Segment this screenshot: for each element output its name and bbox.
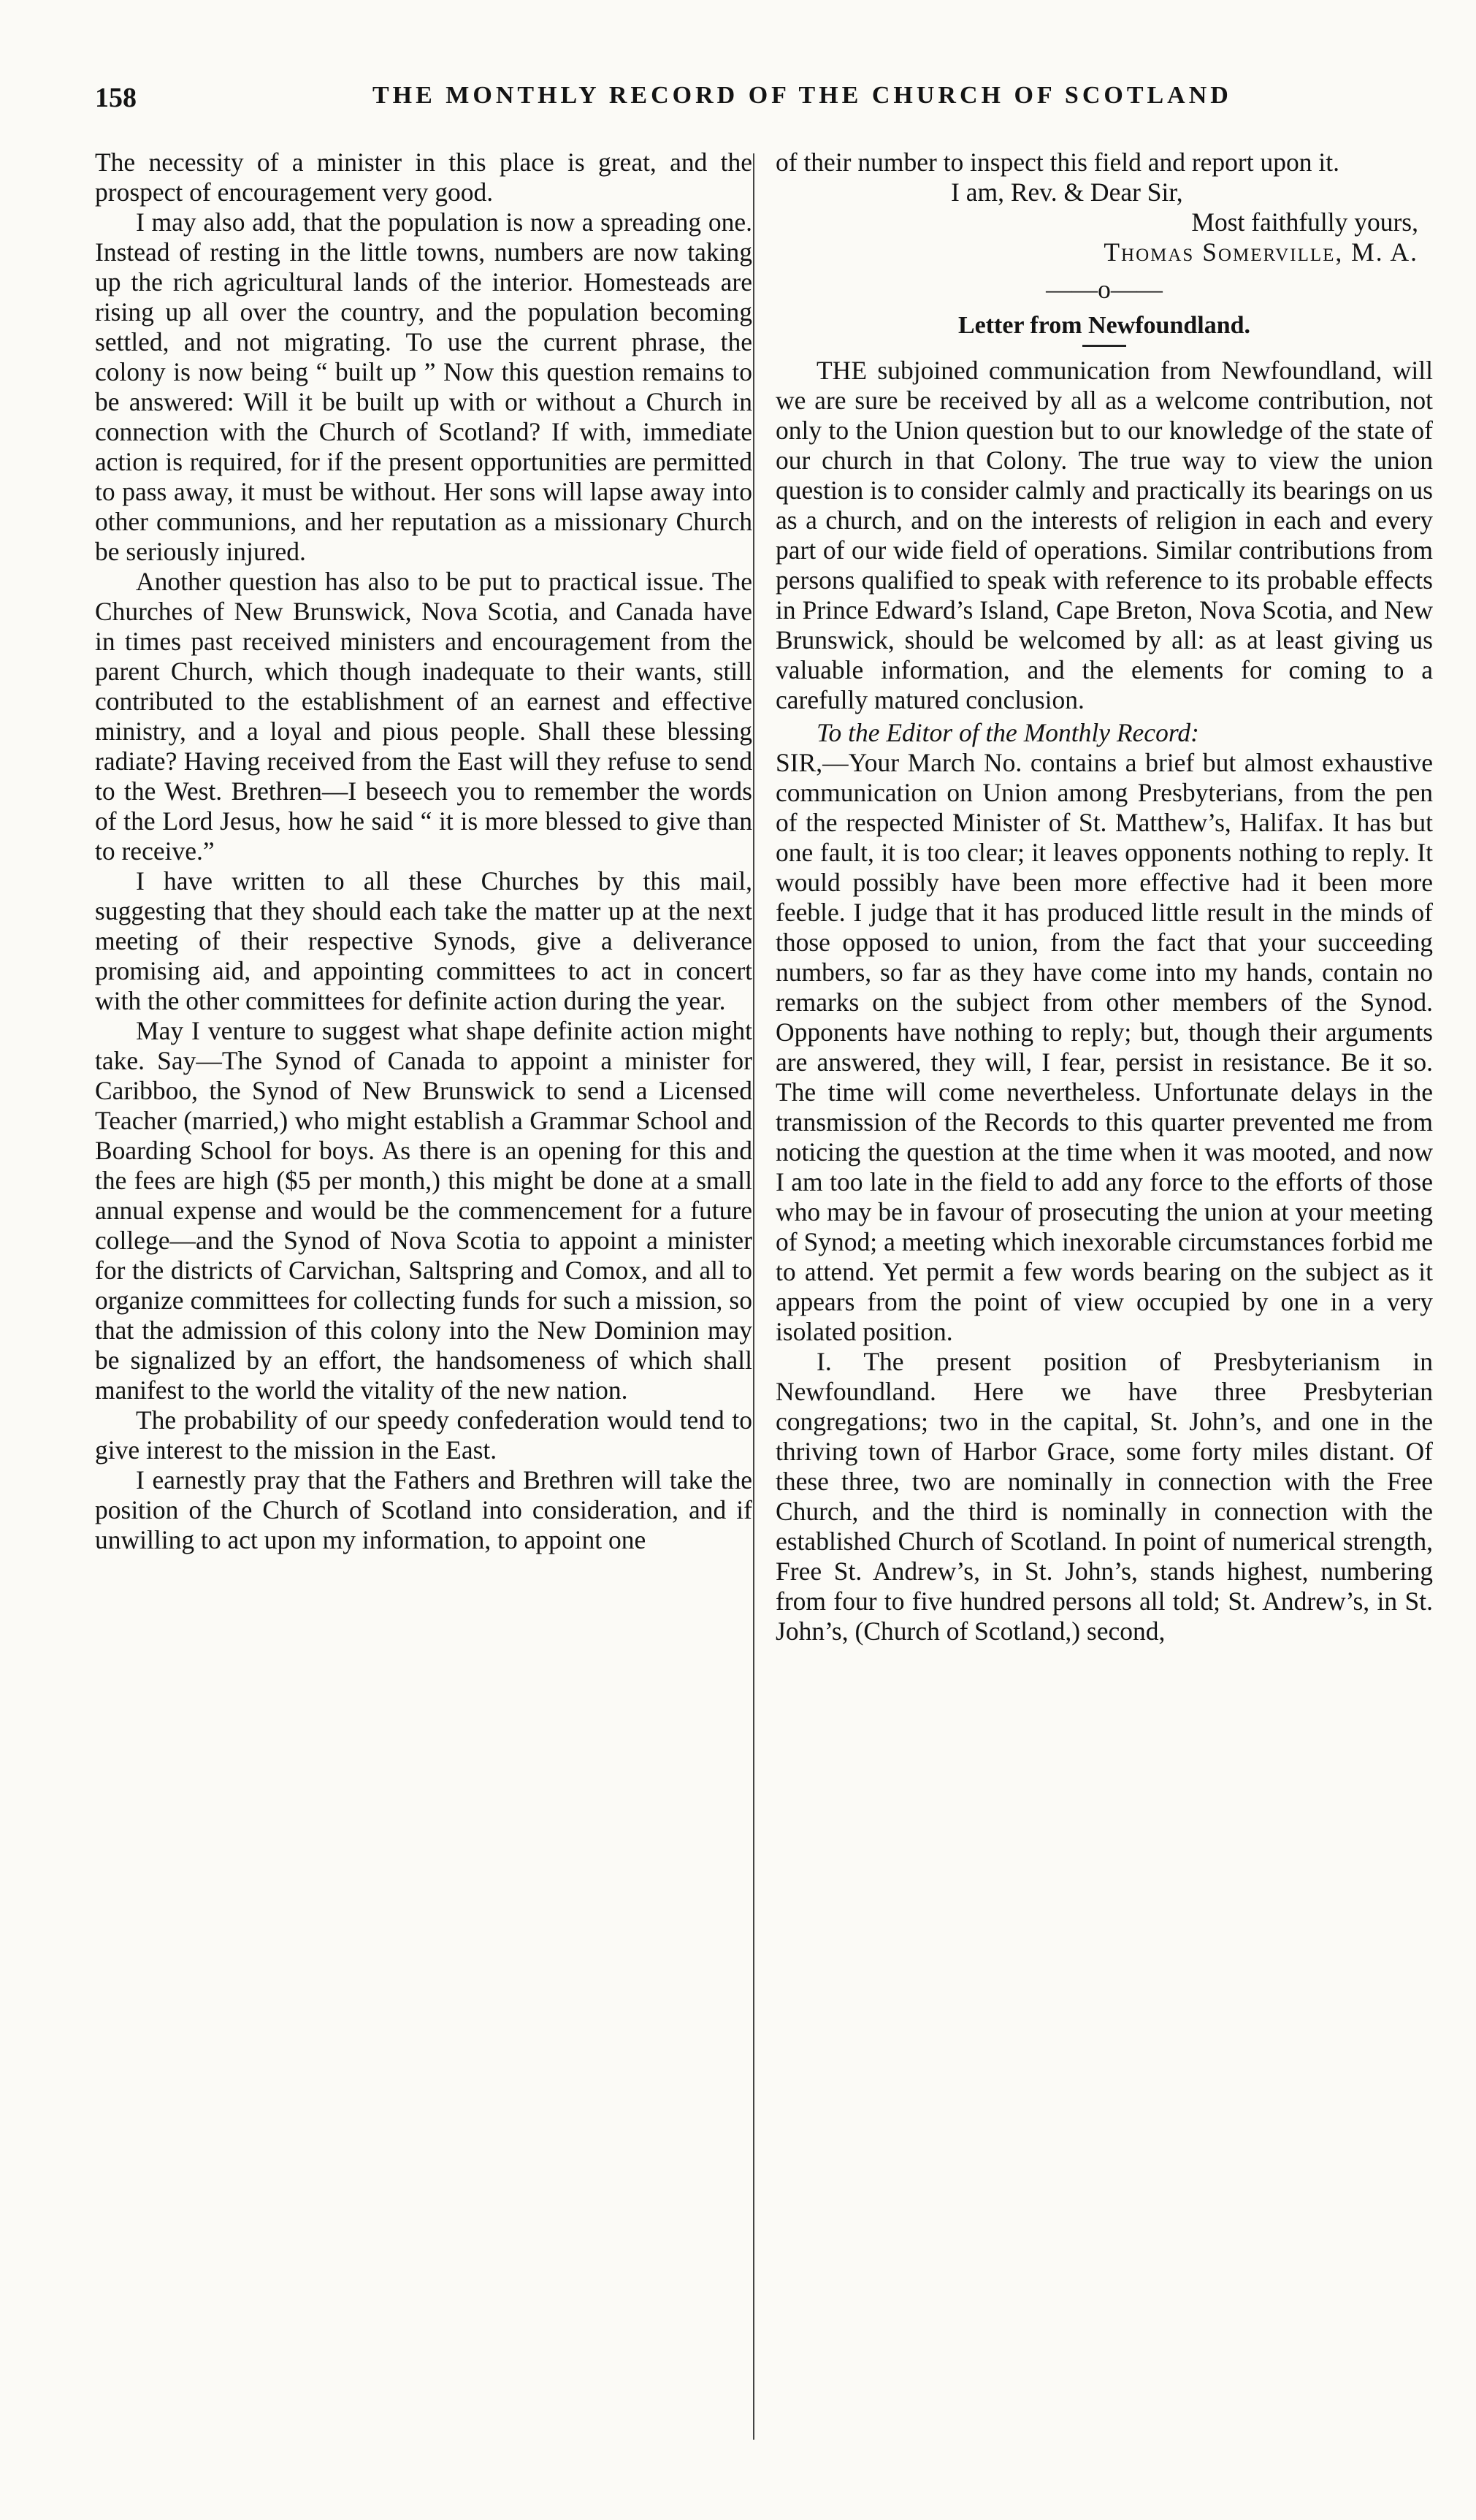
right-column — [776, 148, 1433, 1646]
letter-closing: I am, Rev. & Dear Sir, — [951, 177, 1183, 207]
left-paragraph: Another question has also to be put to practical issue. The Churches of New Brunswick, Nova Scotia, and Canada have in times past received ministers and encouragement from the parent Church, which though inadequate to their wants, still contributed to the establishment of an earnest and effective ministry, and a loyal and pious people. Shall these blessing radiate? Having received from the East will they refuse to send to the West. Brethren—I beseech you to remember the words of the Lord Jesus, how he said “ it is more blessed to give than to receive.” — [95, 567, 752, 866]
editor-salutation: To the Editor of the Monthly Record: — [817, 718, 1199, 747]
letter-paragraph: SIR,—Your March No. contains a brief but almost exhaustive communication on Union among Presbyterians, from the pen of the respected Minister of St. Matthew’s, Halifax. It has but one fault, it is too clear; it leaves opponents nothing to reply. It would possibly have been more effective had it been more feeble. I judge that it has produced little result in the minds of those opposed to union, from the fact that your succeeding numbers, so far as they have come into my hands, contain no remarks on the subject from other members of the Synod. Opponents have nothing to reply; but, though their arguments are answered, they will, I fear, persist in resistance. Be it so. The time will come nevertheless. Unfortunate delays in the transmission of the Records to this quarter prevented me from noticing the question at the time when it was mooted, and now I am too late in the field to add any force to the efforts of those who may be in favour of prosecuting the union at your meeting of Synod; a meeting which inexorable circumstances forbid me to attend. Yet permit a few words bearing on the subject as it appears from the point of view occupied by one in a very isolated position. — [776, 748, 1433, 1346]
page-header — [95, 82, 1476, 126]
heading-rule — [1082, 345, 1126, 347]
left-paragraph: I may also add, that the population is now a spreading one. Instead of resting in the little towns, numbers are now taking up the rich agricultural lands of the interior. Homesteads are rising up all over the country, and the population becoming settled, and not migrating. To use the current phrase, the colony is now being “ built up ” Now this question remains to be answered: Will it be built up with or without a Church in connection with the Church of Scotland? If with, immediate action is required, for if the present opportunities are permitted to pass away, it must be without. Her sons will lapse away into other communions, and her reputation as a missionary Church be seriously injured. — [95, 207, 752, 566]
running-title: THE MONTHLY RECORD OF THE CHURCH OF SCOTLAND — [372, 82, 1232, 109]
letter-paragraph: I. The present position of Presbyterianism in Newfoundland. Here we have three Presbyterian congregations; two in the capital, St. John’s, and one in the thriving town of Harbor Grace, some forty miles distant. Of these three, two are nominally in connection with the Free Church, and the third is nominally in connection with the established Church of Scotland. In point of numerical strength, Free St. Andrew’s, in St. John’s, stands highest, numbering from four to five hundred persons all told; St. Andrew’s, in St. John’s, (Church of Scotland,) second, — [776, 1347, 1433, 1646]
left-paragraph: I earnestly pray that the Fathers and Brethren will take the position of the Church of Scotland into consideration, and if unwilling to act upon my information, to appoint one — [95, 1465, 752, 1554]
letter-continuation: of their number to inspect this field and report upon it. — [776, 148, 1339, 177]
left-paragraph: May I venture to suggest what shape definite action might take. Say—The Synod of Canada to appoint a minister for Caribboo, the Synod of New Brunswick to send a Licensed Teacher (married,) who might establish a Grammar School and Boarding School for boys. As there is an opening for this and the fees are high ($5 per month,) this might be done at a small annual expense and would be the commencement for a future college—and the Synod of Nova Scotia to appoint a minister for the districts of Carvichan, Saltspring and Comox, and all to organize committees for collecting funds for such a mission, so that the admission of this colony into the New Dominion may be signalized by an effort, the handsomeness of which shall manifest to the world the vitality of the new nation. — [95, 1016, 752, 1405]
intro-paragraph: THE subjoined communication from Newfoundland, will we are sure be received by all as a welcome contribution, not only to the Union question but to our knowledge of the state of our church in that Colony. The true way to view the union question is to consider calmly and practically its bearings on us as a church, and on the interests of religion in each and every part of our wide field of operations. Similar contributions from persons qualified to speak with reference to its probable effects in Prince Edward’s Island, Cape Breton, Nova Scotia, and New Brunswick, should be welcomed by all: as at least giving us valuable information, and the elements for coming to a carefully matured conclusion. — [776, 356, 1433, 714]
left-paragraph: The necessity of a minister in this place is great, and the prospect of encouragement very good. — [95, 148, 752, 207]
left-column — [95, 148, 752, 1555]
section-divider: ——o—— — [1046, 275, 1163, 304]
article-heading: Letter from Newfoundland. — [957, 312, 1251, 339]
left-paragraph: I have written to all these Churches by this mail, suggesting that they should each take the matter up at the next meeting of their respective Synods, give a deliverance promising aid, and appointing committees to act in concert with the other committees for definite action during the year. — [95, 866, 752, 1015]
signer-name: Thomas Somerville, M. A. — [1104, 237, 1418, 267]
left-paragraph: The probability of our speedy confederation would tend to give interest to the mission in the East. — [95, 1405, 752, 1465]
valediction: Most faithfully yours, — [1191, 207, 1418, 237]
column-divider — [753, 153, 754, 2440]
page-number: 158 — [95, 83, 137, 113]
